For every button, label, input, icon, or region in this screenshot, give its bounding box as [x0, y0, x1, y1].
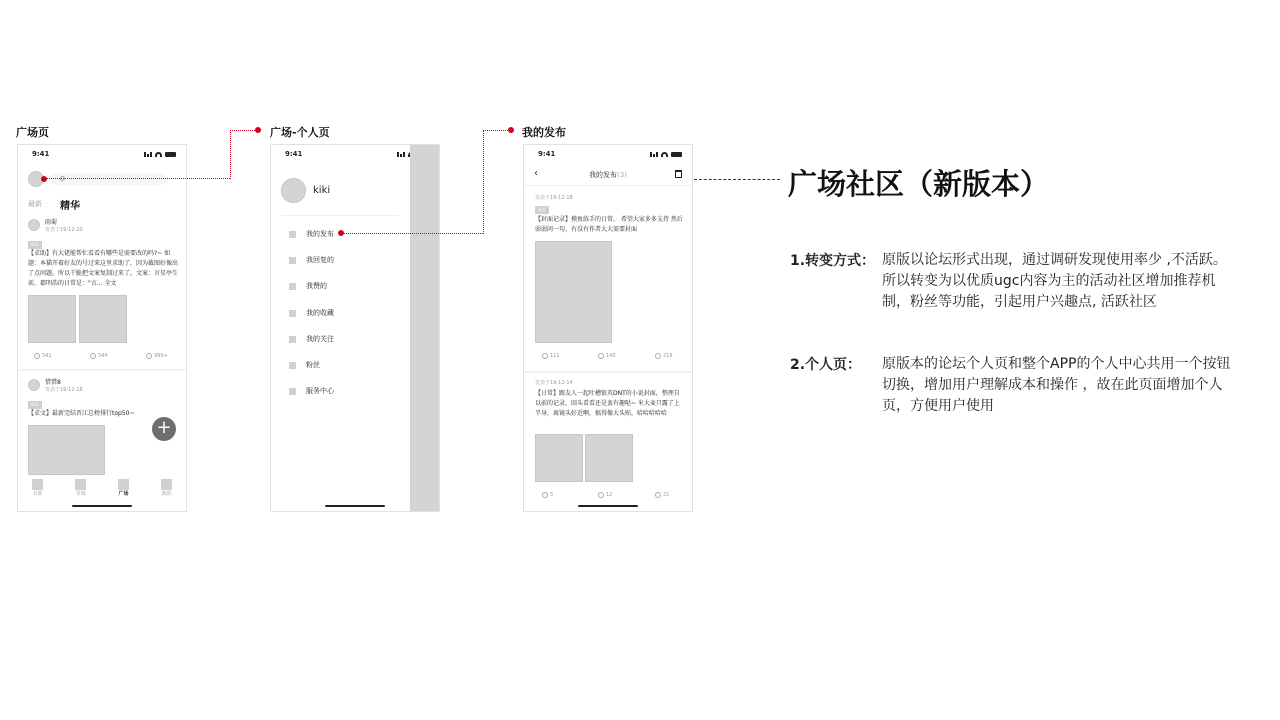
menu-fans[interactable]: 粉丝: [289, 360, 320, 370]
connector-line: [483, 130, 510, 131]
comment-stat[interactable]: 544: [90, 353, 108, 359]
like-icon: [655, 353, 661, 359]
post-avatar[interactable]: [28, 379, 40, 391]
label-personal: 广场-个人页: [270, 126, 330, 139]
post-text[interactable]: 【封面记录】摸鱼练手的日常， 希望大家多多支持 然后弱弱问一句，有没有作者大大需要封面: [535, 216, 683, 233]
post-text[interactable]: 【日常】跟友人一起吐槽银英DNT的小说封面，整理自以前的记录，回头看看还是蛮有趣哒~ 米大麦只露了上半身，离镜头好近啊，搞得像大头贴，哈哈哈哈哈: [535, 390, 680, 417]
tab-plaza[interactable]: 广场: [118, 479, 129, 497]
section-heading: 广场社区（新版本）: [788, 167, 1050, 201]
wifi-icon: [661, 152, 668, 157]
tab-latest[interactable]: 最新: [28, 200, 42, 208]
connector-line: [230, 130, 257, 131]
desc-label-1: 1.转变方式：: [790, 253, 876, 269]
status-time: 9:41: [285, 150, 303, 158]
post-image[interactable]: [79, 295, 127, 343]
delete-icon[interactable]: [675, 170, 682, 178]
menu-my-posts[interactable]: 我的发布: [289, 229, 334, 239]
search-bar[interactable]: [48, 173, 168, 185]
featured-tag: 精华: [535, 206, 549, 214]
menu-my-likes[interactable]: 我赞的: [289, 281, 327, 291]
desc-label-2: 2.个人页：: [790, 357, 862, 373]
post-image[interactable]: [535, 434, 583, 482]
divider: [524, 185, 692, 186]
connector-start-dot: [41, 176, 47, 182]
share-icon: [542, 353, 548, 359]
menu-my-favorites[interactable]: 我的收藏: [289, 308, 334, 318]
like-icon: [655, 492, 661, 498]
post-text[interactable]: 【求文】最新完结晋江总榜排行top50~: [28, 410, 135, 417]
share-icon: [542, 492, 548, 498]
mine-icon: [161, 479, 172, 490]
menu-icon: [289, 388, 296, 395]
page-title: 我的发布(3): [589, 171, 627, 179]
post-text[interactable]: 【求助】有大佬能帮忙看看有哪些是需要改的吗?~ 如题：本猫开着好友的号过来这里求助了，因为截图好像出了点问题。所以干脆把文案复制过来了。文案：言星亭生前、郡明浩的日常是："言... 全文: [28, 250, 179, 287]
tab-bookshelf[interactable]: 书架: [32, 479, 43, 497]
menu-my-follows[interactable]: 我的关注: [289, 334, 334, 344]
battery-icon: [671, 152, 682, 157]
like-stat[interactable]: 111: [542, 353, 560, 359]
signal-icon: [144, 152, 152, 157]
fav-stat[interactable]: 21: [655, 492, 669, 498]
signal-icon: [397, 152, 405, 157]
connector-line: [483, 130, 484, 234]
connector-line: [230, 130, 231, 179]
phone-plaza: [17, 144, 187, 512]
profile-avatar[interactable]: [281, 178, 306, 203]
divider: [524, 371, 692, 373]
connector-end-dot: [255, 127, 261, 133]
desc-text-2: 原版本的论坛个人页和整个APP的个人中心共用一个按钮切换，增加用户理解成本和操作 ，故在此页面增加个人页，方便用户使用: [882, 356, 1231, 414]
desc-text-1: 原版以论坛形式出现，通过调研发现使用率少 ,不活跃。所以转变为以优质ugc内容为主的活动社区增加推荐机制，粉丝等功能，引起用户兴趣点, 活跃社区: [882, 252, 1227, 310]
back-icon[interactable]: ‹: [534, 168, 538, 179]
post-date: 发表于19-12-18: [45, 387, 83, 393]
featured-tag: 精华: [28, 241, 42, 249]
connector-line: [44, 178, 230, 179]
battery-icon: [165, 152, 176, 157]
menu-icon: [289, 257, 296, 264]
comment-icon: [598, 492, 604, 498]
status-bar: [18, 150, 186, 162]
menu-icon: [289, 310, 296, 317]
profile-username: kiki: [313, 185, 331, 196]
like-stat[interactable]: 541: [34, 353, 52, 359]
bookstore-icon: [75, 479, 86, 490]
menu-service-center[interactable]: 服务中心: [289, 386, 334, 396]
connector-end-dot: [508, 127, 514, 133]
divider: [281, 215, 399, 216]
fav-stat[interactable]: 219: [655, 353, 673, 359]
like-stat[interactable]: 5: [542, 492, 553, 498]
post-avatar[interactable]: [28, 219, 40, 231]
post-user: 雨菊: [45, 219, 58, 226]
post-date: 发表于19-12-20: [45, 227, 83, 233]
comment-stat[interactable]: 12: [598, 492, 612, 498]
phone-my-posts: [523, 144, 693, 512]
featured-tag: 精华: [28, 401, 42, 409]
home-indicator: [325, 505, 385, 507]
menu-icon: [289, 336, 296, 343]
label-plaza: 广场页: [16, 126, 49, 139]
menu-icon: [289, 283, 296, 290]
home-indicator: [72, 505, 132, 507]
phone-personal: [270, 144, 440, 512]
tab-bookstore[interactable]: 书城: [75, 479, 86, 497]
divider: [18, 369, 186, 371]
overlay-backdrop[interactable]: [410, 145, 440, 512]
signal-icon: [650, 152, 658, 157]
menu-my-replies[interactable]: 我回复的: [289, 255, 334, 265]
post-image[interactable]: [28, 425, 105, 475]
comment-icon: [598, 353, 604, 359]
post-image[interactable]: [535, 241, 612, 343]
bottom-tab-bar: [18, 477, 186, 501]
status-time: 9:41: [538, 150, 556, 158]
fav-stat[interactable]: 999+: [146, 353, 168, 359]
post-user: 惜惜8: [45, 379, 61, 386]
tab-featured[interactable]: 精华: [60, 201, 80, 212]
post-image[interactable]: [28, 295, 76, 343]
post-date: 发表于19-12-14: [535, 380, 573, 386]
bookshelf-icon: [32, 479, 43, 490]
wifi-icon: [155, 152, 162, 157]
plaza-icon: [118, 479, 129, 490]
heading-connector: [694, 179, 780, 180]
menu-icon: [289, 362, 296, 369]
post-date: 发表于19-12-18: [535, 195, 573, 201]
comment-stat[interactable]: 140: [598, 353, 616, 359]
add-post-button[interactable]: +: [152, 417, 176, 441]
status-bar: [524, 150, 692, 162]
tab-mine[interactable]: 我的: [161, 479, 172, 497]
share-icon: [34, 353, 40, 359]
home-indicator: [578, 505, 638, 507]
connector-line: [341, 233, 483, 234]
like-icon: [146, 353, 152, 359]
label-my-posts: 我的发布: [522, 126, 566, 139]
status-time: 9:41: [32, 150, 50, 158]
comment-icon: [90, 353, 96, 359]
post-image[interactable]: [585, 434, 633, 482]
menu-icon: [289, 231, 296, 238]
